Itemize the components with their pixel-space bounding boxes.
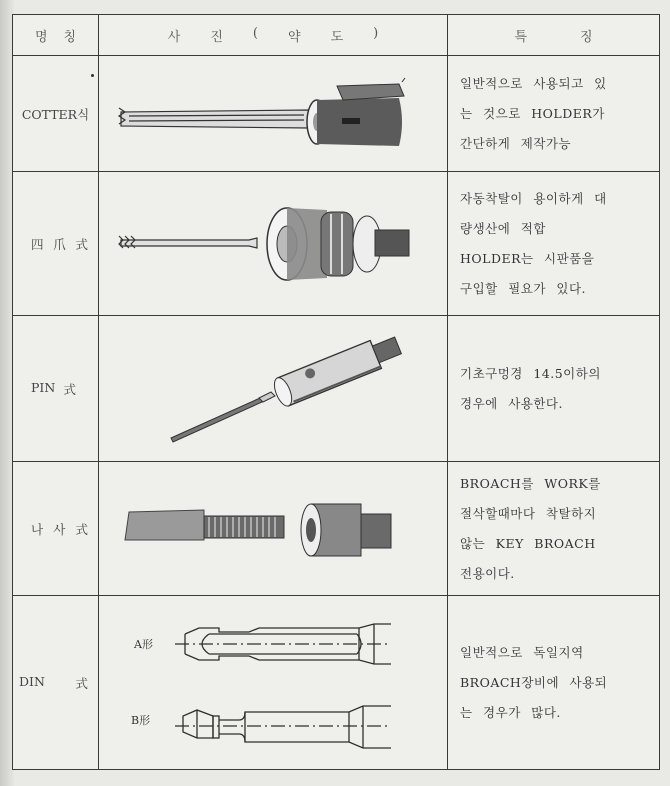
- feature-line: 경우에 사용한다.: [460, 395, 563, 411]
- row-features-cell: [448, 172, 660, 316]
- feature-line: 는 것으로 HOLDER가: [460, 105, 605, 121]
- row-name-cell: [13, 172, 99, 316]
- broach-holder-comparison-table: [12, 14, 660, 770]
- row-image-cell: [99, 462, 448, 596]
- drawing-label-b: B形: [131, 714, 151, 727]
- feature-line: 일반적으로 사용되고 있: [460, 75, 607, 91]
- row-name-part: PIN: [31, 379, 56, 395]
- header-photo-char: 도: [330, 29, 344, 45]
- screw-type-illustration: [99, 462, 447, 595]
- table-row: [13, 56, 660, 172]
- header-photo-char: 약: [288, 29, 301, 45]
- header-features-char: 특: [514, 29, 528, 45]
- header-photo-char: (: [252, 25, 258, 41]
- row-features-cell: [448, 596, 660, 770]
- feature-line: 자동착탈이 용이하게 대: [460, 190, 607, 206]
- row-features-cell: [448, 462, 660, 596]
- cotter-type-illustration: [99, 56, 447, 171]
- row-name-cell: [13, 462, 99, 596]
- table-row: [13, 172, 660, 316]
- row-name-cell: [13, 596, 99, 770]
- feature-line: 량생산에 적합: [460, 220, 546, 236]
- row-name-part: 나: [31, 521, 44, 537]
- row-image-cell: [99, 596, 448, 770]
- row-name-part: 式: [75, 236, 88, 252]
- feature-line: BROACH장비에 사용되: [460, 674, 608, 690]
- feature-line: BROACH를 WORK를: [460, 475, 601, 491]
- table-row: [13, 316, 660, 462]
- row-image-cell: [99, 316, 448, 462]
- header-photo: [99, 15, 448, 56]
- row-name-cell: [13, 56, 99, 172]
- feature-line: 는 경우가 많다.: [460, 704, 561, 720]
- header-name-char: 칭: [63, 29, 77, 45]
- row-name-part: 사: [53, 521, 66, 537]
- row-features-cell: [448, 56, 660, 172]
- row-name-part: 爪: [53, 236, 66, 252]
- feature-line: 기초구멍경 14.5이하의: [460, 365, 601, 381]
- header-photo-char: 진: [210, 29, 223, 45]
- feature-line: HOLDER는 시판품을: [460, 250, 595, 266]
- scan-speck: [91, 74, 94, 77]
- feature-line: 절삭할때마다 착탈하지: [460, 505, 597, 521]
- four-jaw-type-illustration: [99, 172, 447, 315]
- row-image-cell: [99, 172, 448, 316]
- feature-line: 않는 KEY BROACH: [460, 535, 596, 551]
- feature-line: 간단하게 제작가능: [460, 135, 572, 151]
- header-photo-char: ): [373, 25, 379, 41]
- header-photo-char: 사: [167, 29, 181, 45]
- header-name-char: 명: [34, 29, 48, 45]
- row-name: COTTER식: [21, 106, 90, 122]
- row-name-part: 式: [63, 381, 76, 397]
- row-name-cell: [13, 316, 99, 462]
- row-name-part: 式: [75, 521, 88, 537]
- row-image-cell: [99, 56, 448, 172]
- row-features-cell: [448, 316, 660, 462]
- header-features-char: 징: [579, 29, 593, 45]
- feature-line: 일반적으로 독일지역: [460, 644, 584, 660]
- row-name-part: 四: [31, 236, 44, 252]
- table-row: [13, 462, 660, 596]
- din-type-drawing: [99, 596, 447, 769]
- feature-line: 전용이다.: [460, 565, 515, 581]
- row-name-part: DIN: [19, 673, 45, 689]
- header-name: [13, 15, 99, 56]
- drawing-label-a: A形: [134, 638, 153, 651]
- feature-line: 구입할 필요가 있다.: [460, 280, 587, 296]
- table-row: [13, 596, 660, 770]
- header-features: [448, 15, 660, 56]
- pin-type-illustration: [99, 316, 447, 461]
- table-header-row: [13, 15, 660, 56]
- row-name-part: 式: [75, 675, 88, 691]
